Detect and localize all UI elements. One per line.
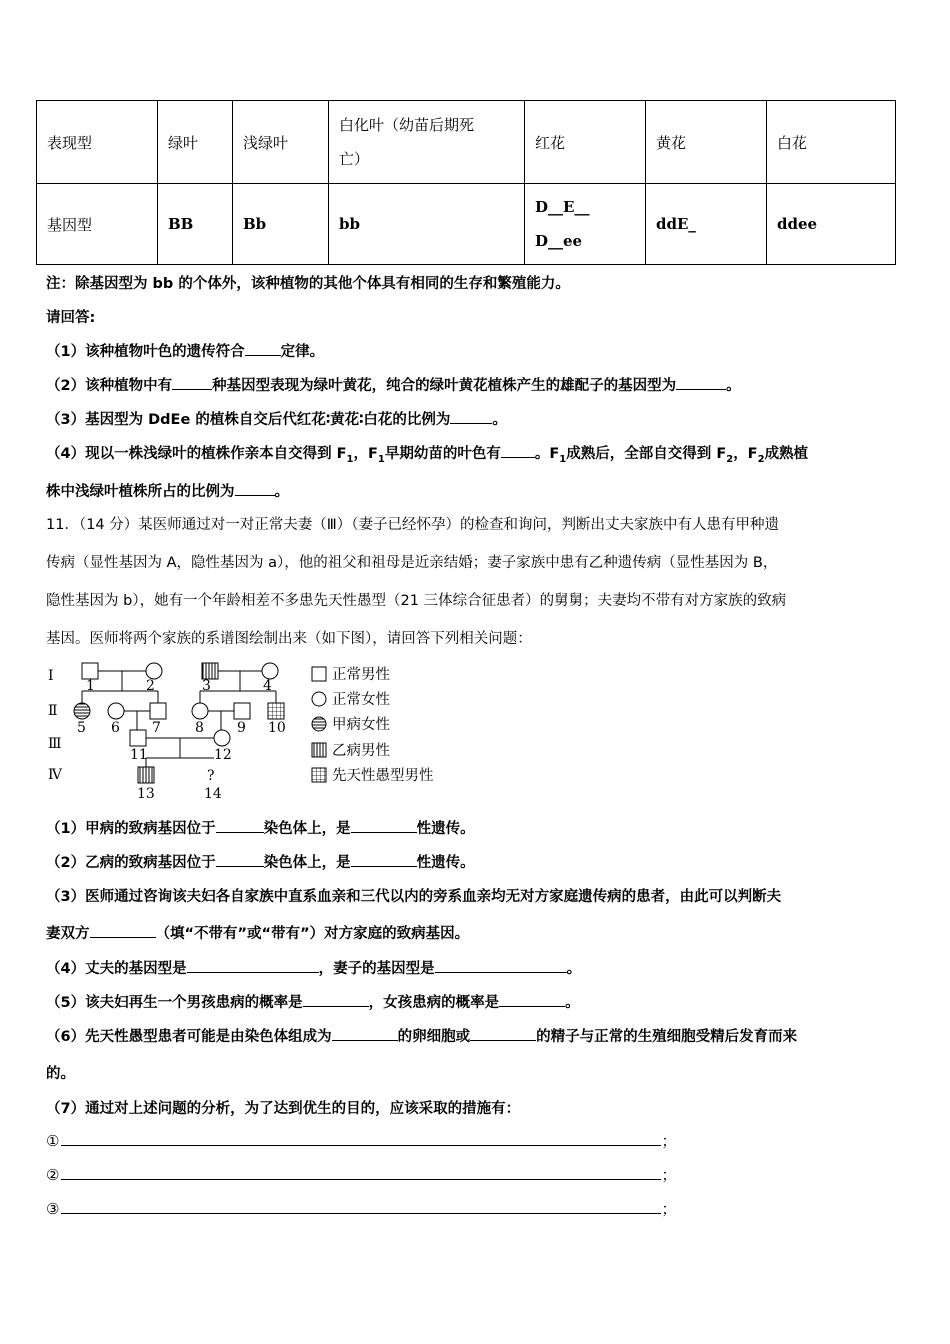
text: 早期幼苗的叶色有 [384,446,501,462]
answer-blank[interactable] [61,1131,661,1146]
table-cell [525,184,646,265]
individual-id: 10 [268,720,286,736]
q11-intro-line: 传病（显性基因为 A，隐性基因为 a），他的祖父和祖母是近亲结婚；妻子家族中患有乙种遗传病（显性基因为 B， [46,555,778,571]
legend-label: 先天性愚型男性 [332,768,434,784]
q11-intro-line: 11．（14 分）某医师通过对一对正常夫妻（Ⅲ）（妻子已经怀孕）的检查和询问，判断出丈夫家族中有人患有甲种遗 [46,517,780,533]
generation-label: Ⅲ [48,736,62,752]
text: 。 [726,378,741,394]
subscript: 1 [559,453,567,465]
answer-blank[interactable] [332,1026,398,1041]
text: （4）现以一株浅绿叶的植株作亲本自交得到 F [46,446,347,462]
text: 种基因型表现为绿叶黄花，纯合的绿叶黄花植株产生的雄配子的基因型为 [212,378,677,394]
legend-disease-a-female-icon [312,717,326,731]
text: （2）该种植物中有 [46,378,173,394]
text: 定律。 [280,344,325,360]
text: ，F [353,446,378,462]
answer-blank[interactable] [245,341,281,356]
generation-label: Ⅰ [48,668,54,684]
table-cell: BB [158,184,233,265]
q11-part5 [46,991,580,1012]
text: 。 [274,484,289,500]
answer-marker: ① [46,1132,60,1150]
answer-blank[interactable] [351,852,417,867]
text: （1）甲病的致病基因位于 [46,821,216,837]
table-cell: 红花 [525,101,646,184]
answer-line-2 [46,1164,676,1185]
q11-part1 [46,817,475,838]
text: 。 [565,995,580,1011]
table-cell: ddee [767,184,896,265]
individual-id: 3 [202,678,211,694]
text: 妻双方 [46,926,90,942]
text: 的卵细胞或 [397,1029,471,1045]
q11-part2 [46,851,475,872]
table-cell: 白花 [767,101,896,184]
subscript: 1 [346,453,354,465]
q10-part3 [46,408,507,429]
table-cell [329,101,525,184]
text: 。 [566,961,582,977]
text: 染色体上，是 [263,855,351,871]
q11-part6 [46,1025,797,1046]
text: 性遗传。 [416,821,475,837]
table-cell: ddE_ [646,184,767,265]
q11-part3-cont [46,922,469,943]
legend-label: 乙病男性 [332,743,390,759]
individual-id: 12 [214,747,232,763]
answer-blank[interactable] [303,992,369,1007]
pedigree-normal-male [82,663,98,679]
text: （2）乙病的致病基因位于 [46,855,216,871]
q11-intro-line: 基因。医师将两个家族的系谱图绘制出来（如下图），请回答下列相关问题： [46,631,532,647]
text: ； [661,1200,677,1218]
text: 。F [534,446,560,462]
answer-blank[interactable] [216,818,264,833]
text: ，女孩患病的概率是 [368,995,500,1011]
text: （填“不带有”或“带有”）对方家庭的致病基因。 [155,926,470,942]
table-cell: bb [329,184,525,265]
table-cell: Bb [233,184,329,265]
answer-marker: ③ [46,1200,60,1218]
pedigree-normal-female [108,703,124,719]
pedigree-normal-female [214,730,230,746]
answer-blank[interactable] [499,992,565,1007]
table-cell: 浅绿叶 [233,101,329,184]
answer-blank[interactable] [90,923,156,938]
table-cell: 表现型 [37,101,158,184]
answer-line-1 [46,1130,676,1151]
pedigree-disease-a-female [74,703,90,719]
table-note: 注：除基因型为 bb 的个体外，该种植物的其他个体具有相同的生存和繁殖能力。 [46,276,570,292]
subscript: 2 [726,453,734,465]
table-row-genotype [37,184,896,265]
individual-id: 11 [130,747,148,763]
pedigree-normal-female [192,703,208,719]
text: ； [661,1166,677,1184]
genotype-table [36,100,896,265]
text: 成熟植 [764,446,809,462]
text: ，妻子的基因型是 [318,961,435,977]
pedigree-chart [40,655,470,805]
answer-blank[interactable] [172,375,212,390]
answer-blank[interactable] [351,818,417,833]
legend-disease-b-male-icon [312,743,326,757]
q11-intro-line: 隐性基因为 b），她有一个年龄相差不多患先天性愚型（21 三体综合征患者）的舅舅；夫妻均不带有对方家族的致病 [46,593,787,609]
text: （1）该种植物叶色的遗传符合 [46,344,245,360]
text: （4）丈夫的基因型是 [46,961,187,977]
unknown-individual: ? [207,768,215,784]
individual-id: 7 [152,720,161,736]
answer-blank[interactable] [235,481,275,496]
pedigree-normal-male [130,730,146,746]
legend-label: 甲病女性 [332,717,390,733]
answer-blank[interactable] [501,443,535,458]
table-cell: 黄花 [646,101,767,184]
answer-blank[interactable] [676,375,726,390]
text: ，F [733,446,758,462]
q11-part6-cont: 的。 [46,1066,75,1082]
pedigree-disease-b-male [138,767,154,783]
answer-marker: ② [46,1166,60,1184]
pedigree-normal-female [146,663,162,679]
subscript: 1 [377,453,385,465]
q11-part3: （3）医师通过咨询该夫妇各自家族中直系血亲和三代以内的旁系血亲均无对方家庭遗传病的患者，由此可以判断夫 [46,889,782,905]
text: （3）基因型为 DdEe 的植株自交后代红花∶黄花∶白花的比例为 [46,412,451,428]
legend-normal-female-icon [312,692,326,706]
answer-blank[interactable] [61,1165,661,1180]
pedigree-legend [312,666,434,784]
text: 染色体上，是 [263,821,351,837]
subscript: 2 [757,453,765,465]
text: 性遗传。 [416,855,475,871]
table-cell: 绿叶 [158,101,233,184]
q11-part7: （7）通过对上述问题的分析，为了达到优生的目的，应该采取的措施有： [46,1101,521,1117]
pedigree-normal-female [262,663,278,679]
legend-label: 正常女性 [332,692,390,708]
answer-blank[interactable] [435,958,567,973]
individual-id: 1 [86,678,95,694]
generation-label: Ⅱ [48,703,58,719]
table-cell: 基因型 [37,184,158,265]
cell-line: D__ee [535,232,583,250]
q11-part4 [46,957,581,978]
generation-label: Ⅳ [48,767,62,783]
pedigree-normal-male [234,703,250,719]
individual-id: 9 [237,720,246,736]
text: （5）该夫妇再生一个男孩患病的概率是 [46,995,303,1011]
cell-line: 亡） [339,150,370,168]
legend-normal-male-icon [312,667,326,681]
text: 。 [492,412,507,428]
answer-blank[interactable] [216,852,264,867]
text: （6）先天性愚型患者可能是由染色体组成为 [46,1029,332,1045]
q10-part4-cont [46,480,289,501]
answer-blank[interactable] [61,1199,661,1214]
individual-id: 8 [195,720,204,736]
cell-line: D__E__ [535,198,590,216]
text: ； [661,1132,677,1150]
text: 的精子与正常的生殖细胞受精后发育而来 [536,1029,798,1045]
individual-id: 13 [137,786,155,802]
q10-part4 [46,442,808,465]
pedigree-normal-male [150,703,166,719]
legend-label: 正常男性 [332,667,390,683]
pedigree-disease-b-male [202,663,218,679]
legend-down-syndrome-male-icon [312,768,326,782]
cell-line: 白化叶（幼苗后期死 [339,116,475,134]
q10-part2 [46,374,741,395]
answer-blank[interactable] [470,1026,536,1041]
individual-id: 5 [77,720,86,736]
text: 成熟后，全部自交得到 F [566,446,727,462]
table-row-phenotype [37,101,896,184]
individual-id: 4 [263,678,272,694]
answer-blank[interactable] [187,958,319,973]
text: 株中浅绿叶植株所占的比例为 [46,484,235,500]
answer-line-3 [46,1198,676,1219]
individual-id: 14 [204,786,222,802]
q10-part1 [46,340,324,361]
individual-id: 2 [146,678,155,694]
pedigree-down-syndrome-male [268,703,284,719]
answer-blank[interactable] [450,409,492,424]
q10-prompt: 请回答: [46,310,96,326]
individual-id: 6 [111,720,120,736]
